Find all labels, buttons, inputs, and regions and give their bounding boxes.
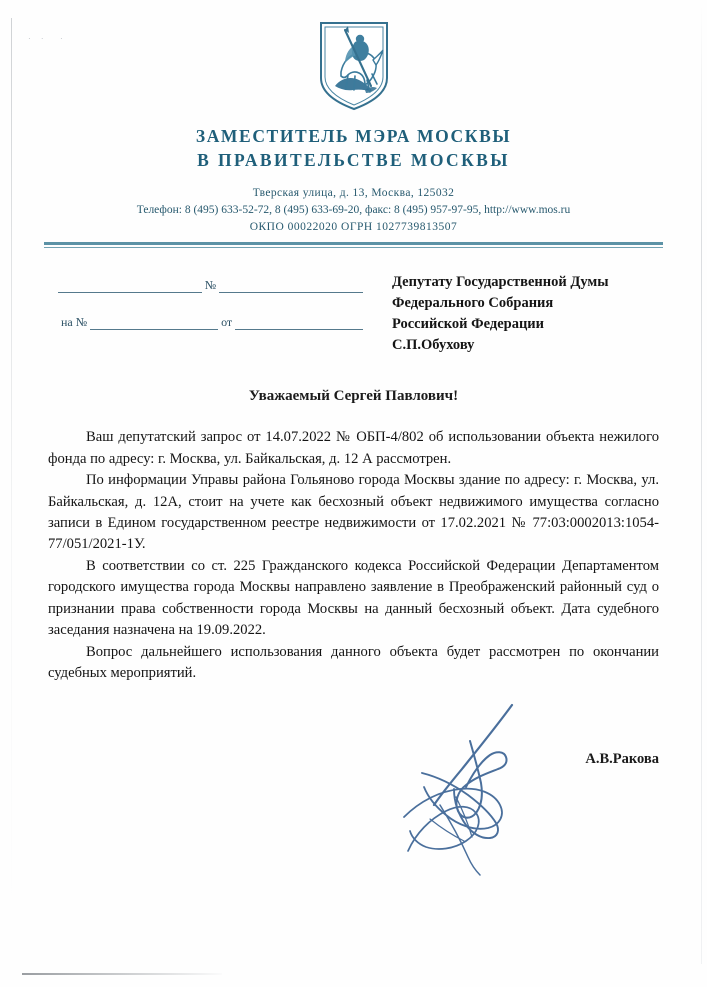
letter-body <box>48 427 659 684</box>
reference-block <box>58 270 363 330</box>
incoming-date-field[interactable] <box>235 318 363 330</box>
incoming-number-field[interactable] <box>90 318 218 330</box>
handwritten-signature-icon <box>396 701 566 881</box>
divider-thin-rule <box>44 247 663 248</box>
incoming-date-label: от <box>221 315 233 330</box>
body-paragraph-3: В соответствии со ст. 225 Гражданского кодекса Российской Федерации Департаментом городского имущества города Москвы направлено заявление в Преображенский районный суд о признании права собственности города Москвы на данный бесхозный объект. Дата судебного заседания назначена на 19.09.2022. <box>48 557 659 639</box>
reference-number-label: № <box>204 278 217 293</box>
addressee-block <box>392 272 609 356</box>
signer-name: А.В.Ракова <box>585 750 659 767</box>
org-title-line1: ЗАМЕСТИТЕЛЬ МЭРА МОСКВЫ <box>195 126 512 146</box>
page-title <box>0 124 707 172</box>
body-paragraph-4: Вопрос дальнейшего использования данного объекта будет рассмотрен по окончании судебных мероприятий. <box>48 643 659 682</box>
body-paragraph-1: Ваш депутатский запрос от 14.07.2022 № ОБП-4/802 об использовании объекта нежилого фонда по адресу: г. Москва, ул. Байкальская, д. 12 А рассмотрен. <box>48 429 659 467</box>
reference-number-field[interactable] <box>219 281 363 293</box>
signature-area <box>0 697 707 887</box>
salutation: Уважаемый Сергей Павлович! <box>248 388 459 405</box>
addressee-name: С.П.Обухову <box>392 336 475 353</box>
organization-address: Тверская улица, д. 13, Москва, 125032 <box>252 187 455 200</box>
body-paragraph-2: По информации Управы района Гольяново города Москвы здание по адресу: г. Москва, ул. Байкальская, д. 12А, стоит на учете как бесхозный объект недвижимого имущества согласно записи в Едином государственном реестре недвижимости от 17.02.2021 № 77:03:0002013:1054-77/051/2021-1У. <box>48 472 659 553</box>
incoming-number-label: на № <box>61 315 88 330</box>
reference-number-row <box>58 270 363 293</box>
divider-thick-rule <box>44 242 663 245</box>
incoming-reference-row <box>58 307 363 330</box>
header-divider <box>44 242 663 248</box>
addressee-line-3: Российской Федерации <box>392 316 545 333</box>
addressee-line-2: Федерального Собрания <box>392 295 554 312</box>
moscow-coat-of-arms-icon <box>0 20 707 112</box>
letterhead-contacts <box>0 185 707 235</box>
letterhead <box>0 0 707 248</box>
letter-meta <box>0 270 707 362</box>
scan-artifact: · · · <box>28 34 67 43</box>
org-title-line2: В ПРАВИТЕЛЬСТВЕ МОСКВЫ <box>197 150 510 171</box>
organization-phones: Телефон: 8 (495) 633-52-72, 8 (495) 633-69-20, факс: 8 (495) 957-97-95, http://www.mos.ru <box>136 203 571 216</box>
reference-number-blank-left[interactable] <box>58 281 202 293</box>
organization-registration-codes: ОКПО 00022020 ОГРН 1027739813507 <box>249 220 458 233</box>
addressee-line-1: Депутату Государственной Думы <box>392 274 609 291</box>
scan-edge-bottom <box>22 973 222 975</box>
